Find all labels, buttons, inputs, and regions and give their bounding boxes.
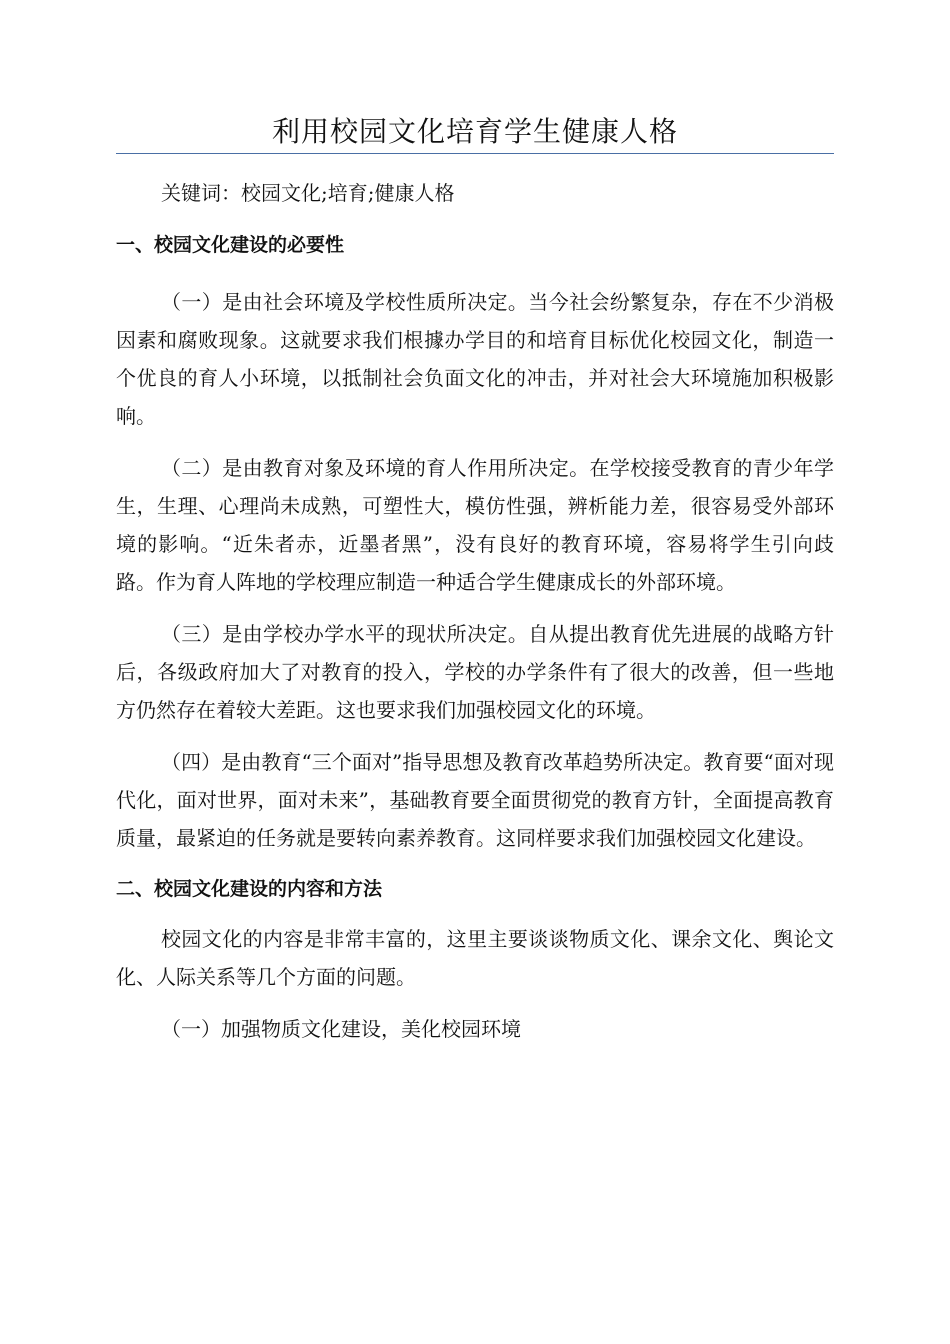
- subsection-heading: （一）加强物质文化建设，美化校园环境: [161, 1017, 521, 1041]
- paragraph: （一）是由社会环境及学校性质所决定。当今社会纷繁复杂，存在不少消极因素和腐败现象。这就要求我们根據办学目的和培育目标优化校园文化，制造一个优良的育人小环境，以抵制社会负面文化的冲击，并对社会大环境施加积极影响。: [116, 290, 834, 428]
- document-page: [116, 0, 834, 1048]
- keywords-line: 关键词：校园文化;培育;健康人格: [161, 181, 455, 205]
- paragraph: （二）是由教育对象及环境的育人作用所决定。在学校接受教育的青少年学生，生理、心理尚未成熟，可塑性大，模仿性强，辨析能力差，很容易受外部环境的影响。“近朱者赤，近墨者黑”，没有良好的教育环境，容易将学生引向歧路。作为育人阵地的学校理应制造一种适合学生健康成长的外部环境。: [116, 456, 834, 594]
- title-underline: [116, 153, 834, 154]
- document-title: 利用校园文化培育学生健康人格: [271, 115, 678, 148]
- paragraph: （三）是由学校办学水平的现状所决定。自从提出教育优先进展的战略方针后，各级政府加大了对教育的投入，学校的办学条件有了很大的改善，但一些地方仍然存在着较大差距。这也要求我们加强校园文化的环境。: [116, 622, 834, 722]
- paragraph: 校园文化的内容是非常丰富的，这里主要谈谈物质文化、课余文化、舆论文化、人际关系等几个方面的问题。: [116, 927, 834, 989]
- paragraph: （四）是由教育“三个面对”指导思想及教育改革趋势所决定。教育要“面对现代化，面对世界，面对未来”，基础教育要全面贯彻党的教育方针，全面提高教育质量，最紧迫的任务就是要转向素养教育。这同样要求我们加强校园文化建设。: [116, 750, 834, 850]
- section-heading-content-methods: 二、校园文化建设的内容和方法: [116, 878, 383, 900]
- section-heading-necessity: 一、校园文化建设的必要性: [116, 234, 345, 256]
